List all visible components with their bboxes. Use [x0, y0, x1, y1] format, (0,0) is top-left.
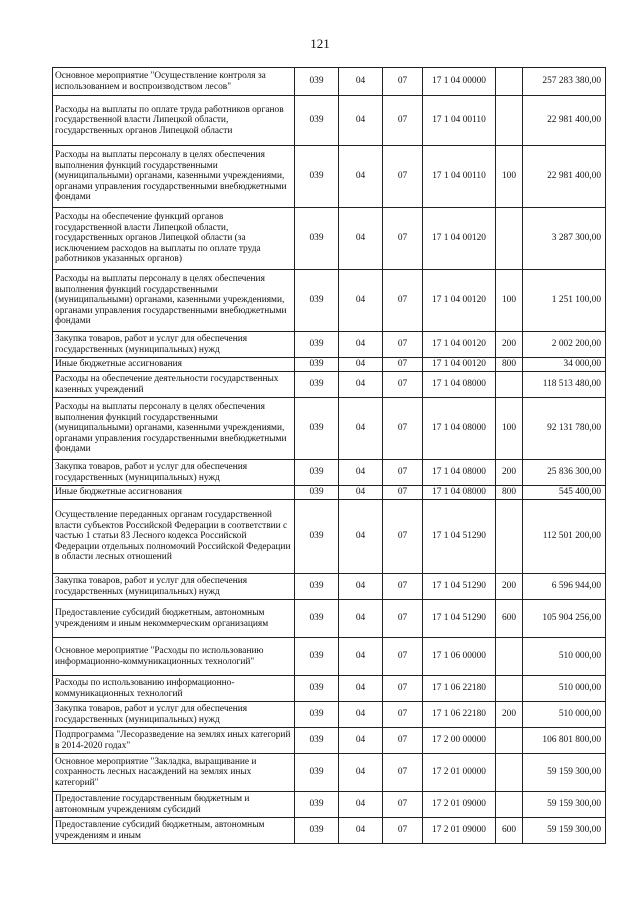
table-row: [53, 398, 606, 460]
row-target-article-cell: 17 1 04 08000: [423, 398, 496, 460]
row-expense-type-cell: 800: [496, 486, 523, 500]
row-section-cell: 04: [339, 398, 383, 460]
row-name-cell: Основное мероприятие "Расходы по использованию информационно-коммуникационных технологий": [53, 638, 295, 676]
row-expense-type-cell: 100: [496, 146, 523, 208]
row-glrs-cell: 039: [295, 818, 339, 844]
row-sum-cell: 545 400,00: [523, 486, 606, 500]
row-section-cell: 04: [339, 208, 383, 270]
row-subsection-cell: 07: [383, 372, 423, 398]
row-glrs-cell: 039: [295, 332, 339, 358]
row-subsection-cell: 07: [383, 574, 423, 600]
row-section-cell: 04: [339, 600, 383, 638]
row-subsection-cell: 07: [383, 676, 423, 702]
row-expense-type-cell: [496, 792, 523, 818]
row-target-article-cell: 17 1 06 22180: [423, 676, 496, 702]
row-name-cell: Расходы по использованию информационно-коммуникационных технологий: [53, 676, 295, 702]
row-expense-type-cell: 600: [496, 600, 523, 638]
row-expense-type-cell: [496, 728, 523, 754]
table-row: [53, 96, 606, 146]
row-glrs-cell: 039: [295, 754, 339, 792]
row-name-cell: Закупка товаров, работ и услуг для обеспечения государственных (муниципальных) нужд: [53, 574, 295, 600]
row-subsection-cell: 07: [383, 68, 423, 96]
row-sum-cell: 106 801 800,00: [523, 728, 606, 754]
row-sum-cell: 3 287 300,00: [523, 208, 606, 270]
row-expense-type-cell: [496, 500, 523, 574]
row-section-cell: 04: [339, 574, 383, 600]
row-name-cell: Иные бюджетные ассигнования: [53, 486, 295, 500]
table-row: [53, 792, 606, 818]
row-expense-type-cell: [496, 96, 523, 146]
table-row: [53, 270, 606, 332]
row-sum-cell: 22 981 400,00: [523, 96, 606, 146]
row-expense-type-cell: [496, 208, 523, 270]
table-row: [53, 358, 606, 372]
row-sum-cell: 510 000,00: [523, 638, 606, 676]
table-row: [53, 728, 606, 754]
row-expense-type-cell: 100: [496, 398, 523, 460]
row-subsection-cell: 07: [383, 460, 423, 486]
row-target-article-cell: 17 1 04 00120: [423, 358, 496, 372]
row-name-cell: Расходы на выплаты по оплате труда работников органов государственной власти Липецкой области, государственных органов Липецкой области: [53, 96, 295, 146]
row-target-article-cell: 17 2 01 09000: [423, 818, 496, 844]
table-row: [53, 146, 606, 208]
row-glrs-cell: 039: [295, 676, 339, 702]
row-section-cell: 04: [339, 818, 383, 844]
row-section-cell: 04: [339, 728, 383, 754]
row-subsection-cell: 07: [383, 332, 423, 358]
row-target-article-cell: 17 1 04 51290: [423, 600, 496, 638]
row-sum-cell: 34 000,00: [523, 358, 606, 372]
row-glrs-cell: 039: [295, 792, 339, 818]
row-glrs-cell: 039: [295, 702, 339, 728]
row-subsection-cell: 07: [383, 208, 423, 270]
row-expense-type-cell: [496, 372, 523, 398]
row-glrs-cell: 039: [295, 68, 339, 96]
row-name-cell: Расходы на выплаты персоналу в целях обеспечения выполнения функций государственными (муниципальными) органами, казенными учреждениями, органами управления государственными внебюджетными фондами: [53, 398, 295, 460]
row-glrs-cell: 039: [295, 574, 339, 600]
row-name-cell: Предоставление субсидий бюджетным, автономным учреждениям и иным некоммерческим организациям: [53, 600, 295, 638]
row-section-cell: 04: [339, 702, 383, 728]
row-glrs-cell: 039: [295, 358, 339, 372]
row-target-article-cell: 17 1 04 00120: [423, 208, 496, 270]
row-sum-cell: 92 131 780,00: [523, 398, 606, 460]
row-name-cell: Закупка товаров, работ и услуг для обеспечения государственных (муниципальных) нужд: [53, 702, 295, 728]
row-name-cell: Расходы на обеспечение функций органов государственной власти Липецкой области, государственных органов Липецкой области (за исключением расходов на выплаты по оплате труда работников указанных органов): [53, 208, 295, 270]
row-subsection-cell: 07: [383, 638, 423, 676]
row-sum-cell: 22 981 400,00: [523, 146, 606, 208]
row-name-cell: Закупка товаров, работ и услуг для обеспечения государственных (муниципальных) нужд: [53, 460, 295, 486]
budget-table: [52, 67, 606, 844]
row-target-article-cell: 17 1 04 00110: [423, 146, 496, 208]
row-name-cell: Предоставление государственным бюджетным и автономным учреждениям субсидий: [53, 792, 295, 818]
table-row: [53, 332, 606, 358]
row-target-article-cell: 17 1 04 00000: [423, 68, 496, 96]
table-row: [53, 754, 606, 792]
table-row: [53, 574, 606, 600]
row-target-article-cell: 17 2 01 00000: [423, 754, 496, 792]
row-sum-cell: 2 002 200,00: [523, 332, 606, 358]
row-section-cell: 04: [339, 96, 383, 146]
row-target-article-cell: 17 2 01 09000: [423, 792, 496, 818]
row-expense-type-cell: 800: [496, 358, 523, 372]
row-name-cell: Расходы на выплаты персоналу в целях обеспечения выполнения функций государственными (муниципальными) органами, казенными учреждениями, органами управления государственными внебюджетными фондами: [53, 146, 295, 208]
row-name-cell: Предоставление субсидий бюджетным, автономным учреждениям и иным: [53, 818, 295, 844]
row-expense-type-cell: [496, 68, 523, 96]
row-subsection-cell: 07: [383, 270, 423, 332]
table-row: [53, 486, 606, 500]
table-row: [53, 600, 606, 638]
table-row: [53, 68, 606, 96]
row-sum-cell: 59 159 300,00: [523, 818, 606, 844]
table-row: [53, 702, 606, 728]
row-sum-cell: 118 513 480,00: [523, 372, 606, 398]
row-target-article-cell: 17 1 04 51290: [423, 574, 496, 600]
table-row: [53, 372, 606, 398]
row-subsection-cell: 07: [383, 600, 423, 638]
row-target-article-cell: 17 1 06 22180: [423, 702, 496, 728]
row-expense-type-cell: [496, 754, 523, 792]
row-name-cell: Расходы на обеспечение деятельности государственных казенных учреждений: [53, 372, 295, 398]
row-expense-type-cell: 600: [496, 818, 523, 844]
row-expense-type-cell: 200: [496, 460, 523, 486]
row-expense-type-cell: 200: [496, 332, 523, 358]
page-number: 121: [310, 36, 330, 51]
row-section-cell: 04: [339, 68, 383, 96]
row-target-article-cell: 17 1 04 08000: [423, 486, 496, 500]
row-name-cell: Закупка товаров, работ и услуг для обеспечения государственных (муниципальных) нужд: [53, 332, 295, 358]
row-target-article-cell: 17 1 04 00120: [423, 270, 496, 332]
row-name-cell: Осуществление переданных органам государственной власти субъектов Российской Федерации в соответствии с частью 1 статьи 83 Лесного кодекса Российской Федерации отдельных полномочий Российской Федерации в области лесных отношений: [53, 500, 295, 574]
row-section-cell: 04: [339, 358, 383, 372]
row-glrs-cell: 039: [295, 486, 339, 500]
row-section-cell: 04: [339, 372, 383, 398]
row-name-cell: Подпрограмма "Лесоразведение на землях иных категорий в 2014-2020 годах": [53, 728, 295, 754]
row-section-cell: 04: [339, 792, 383, 818]
row-expense-type-cell: 100: [496, 270, 523, 332]
row-glrs-cell: 039: [295, 600, 339, 638]
row-target-article-cell: 17 1 04 51290: [423, 500, 496, 574]
row-target-article-cell: 17 1 04 08000: [423, 460, 496, 486]
row-subsection-cell: 07: [383, 486, 423, 500]
row-glrs-cell: 039: [295, 500, 339, 574]
row-glrs-cell: 039: [295, 460, 339, 486]
row-glrs-cell: 039: [295, 96, 339, 146]
row-glrs-cell: 039: [295, 398, 339, 460]
row-section-cell: 04: [339, 460, 383, 486]
row-glrs-cell: 039: [295, 146, 339, 208]
table-row: [53, 500, 606, 574]
table-row: [53, 460, 606, 486]
row-target-article-cell: 17 1 04 08000: [423, 372, 496, 398]
row-name-cell: Расходы на выплаты персоналу в целях обеспечения выполнения функций государственными (муниципальными) органами, казенными учреждениями, органами управления государственными внебюджетными фондами: [53, 270, 295, 332]
row-subsection-cell: 07: [383, 792, 423, 818]
row-subsection-cell: 07: [383, 754, 423, 792]
table-row: [53, 208, 606, 270]
budget-table-body: [53, 68, 606, 844]
row-target-article-cell: 17 1 04 00110: [423, 96, 496, 146]
row-name-cell: Основное мероприятие "Осуществление контроля за использованием и воспроизводством лесов": [53, 68, 295, 96]
row-section-cell: 04: [339, 486, 383, 500]
row-sum-cell: 510 000,00: [523, 676, 606, 702]
row-sum-cell: 25 836 300,00: [523, 460, 606, 486]
row-subsection-cell: 07: [383, 358, 423, 372]
row-sum-cell: 6 596 944,00: [523, 574, 606, 600]
row-glrs-cell: 039: [295, 638, 339, 676]
row-glrs-cell: 039: [295, 728, 339, 754]
row-subsection-cell: 07: [383, 398, 423, 460]
table-row: [53, 818, 606, 844]
row-glrs-cell: 039: [295, 372, 339, 398]
row-section-cell: 04: [339, 676, 383, 702]
row-subsection-cell: 07: [383, 96, 423, 146]
row-target-article-cell: 17 1 04 00120: [423, 332, 496, 358]
row-name-cell: Основное мероприятие "Закладка, выращивание и сохранность лесных насаждений на землях иных категорий": [53, 754, 295, 792]
row-subsection-cell: 07: [383, 702, 423, 728]
row-sum-cell: 1 251 100,00: [523, 270, 606, 332]
row-subsection-cell: 07: [383, 146, 423, 208]
row-name-cell: Иные бюджетные ассигнования: [53, 358, 295, 372]
row-target-article-cell: 17 2 00 00000: [423, 728, 496, 754]
row-sum-cell: 112 501 200,00: [523, 500, 606, 574]
row-glrs-cell: 039: [295, 270, 339, 332]
row-section-cell: 04: [339, 146, 383, 208]
row-subsection-cell: 07: [383, 500, 423, 574]
row-section-cell: 04: [339, 332, 383, 358]
row-sum-cell: 59 159 300,00: [523, 792, 606, 818]
row-expense-type-cell: [496, 676, 523, 702]
row-target-article-cell: 17 1 06 00000: [423, 638, 496, 676]
row-sum-cell: 59 159 300,00: [523, 754, 606, 792]
row-subsection-cell: 07: [383, 818, 423, 844]
row-section-cell: 04: [339, 270, 383, 332]
row-section-cell: 04: [339, 754, 383, 792]
row-sum-cell: 510 000,00: [523, 702, 606, 728]
row-sum-cell: 257 283 380,00: [523, 68, 606, 96]
row-sum-cell: 105 904 256,00: [523, 600, 606, 638]
row-expense-type-cell: 200: [496, 574, 523, 600]
row-section-cell: 04: [339, 638, 383, 676]
row-section-cell: 04: [339, 500, 383, 574]
table-row: [53, 676, 606, 702]
table-row: [53, 638, 606, 676]
row-glrs-cell: 039: [295, 208, 339, 270]
row-expense-type-cell: [496, 638, 523, 676]
row-expense-type-cell: 200: [496, 702, 523, 728]
row-subsection-cell: 07: [383, 728, 423, 754]
